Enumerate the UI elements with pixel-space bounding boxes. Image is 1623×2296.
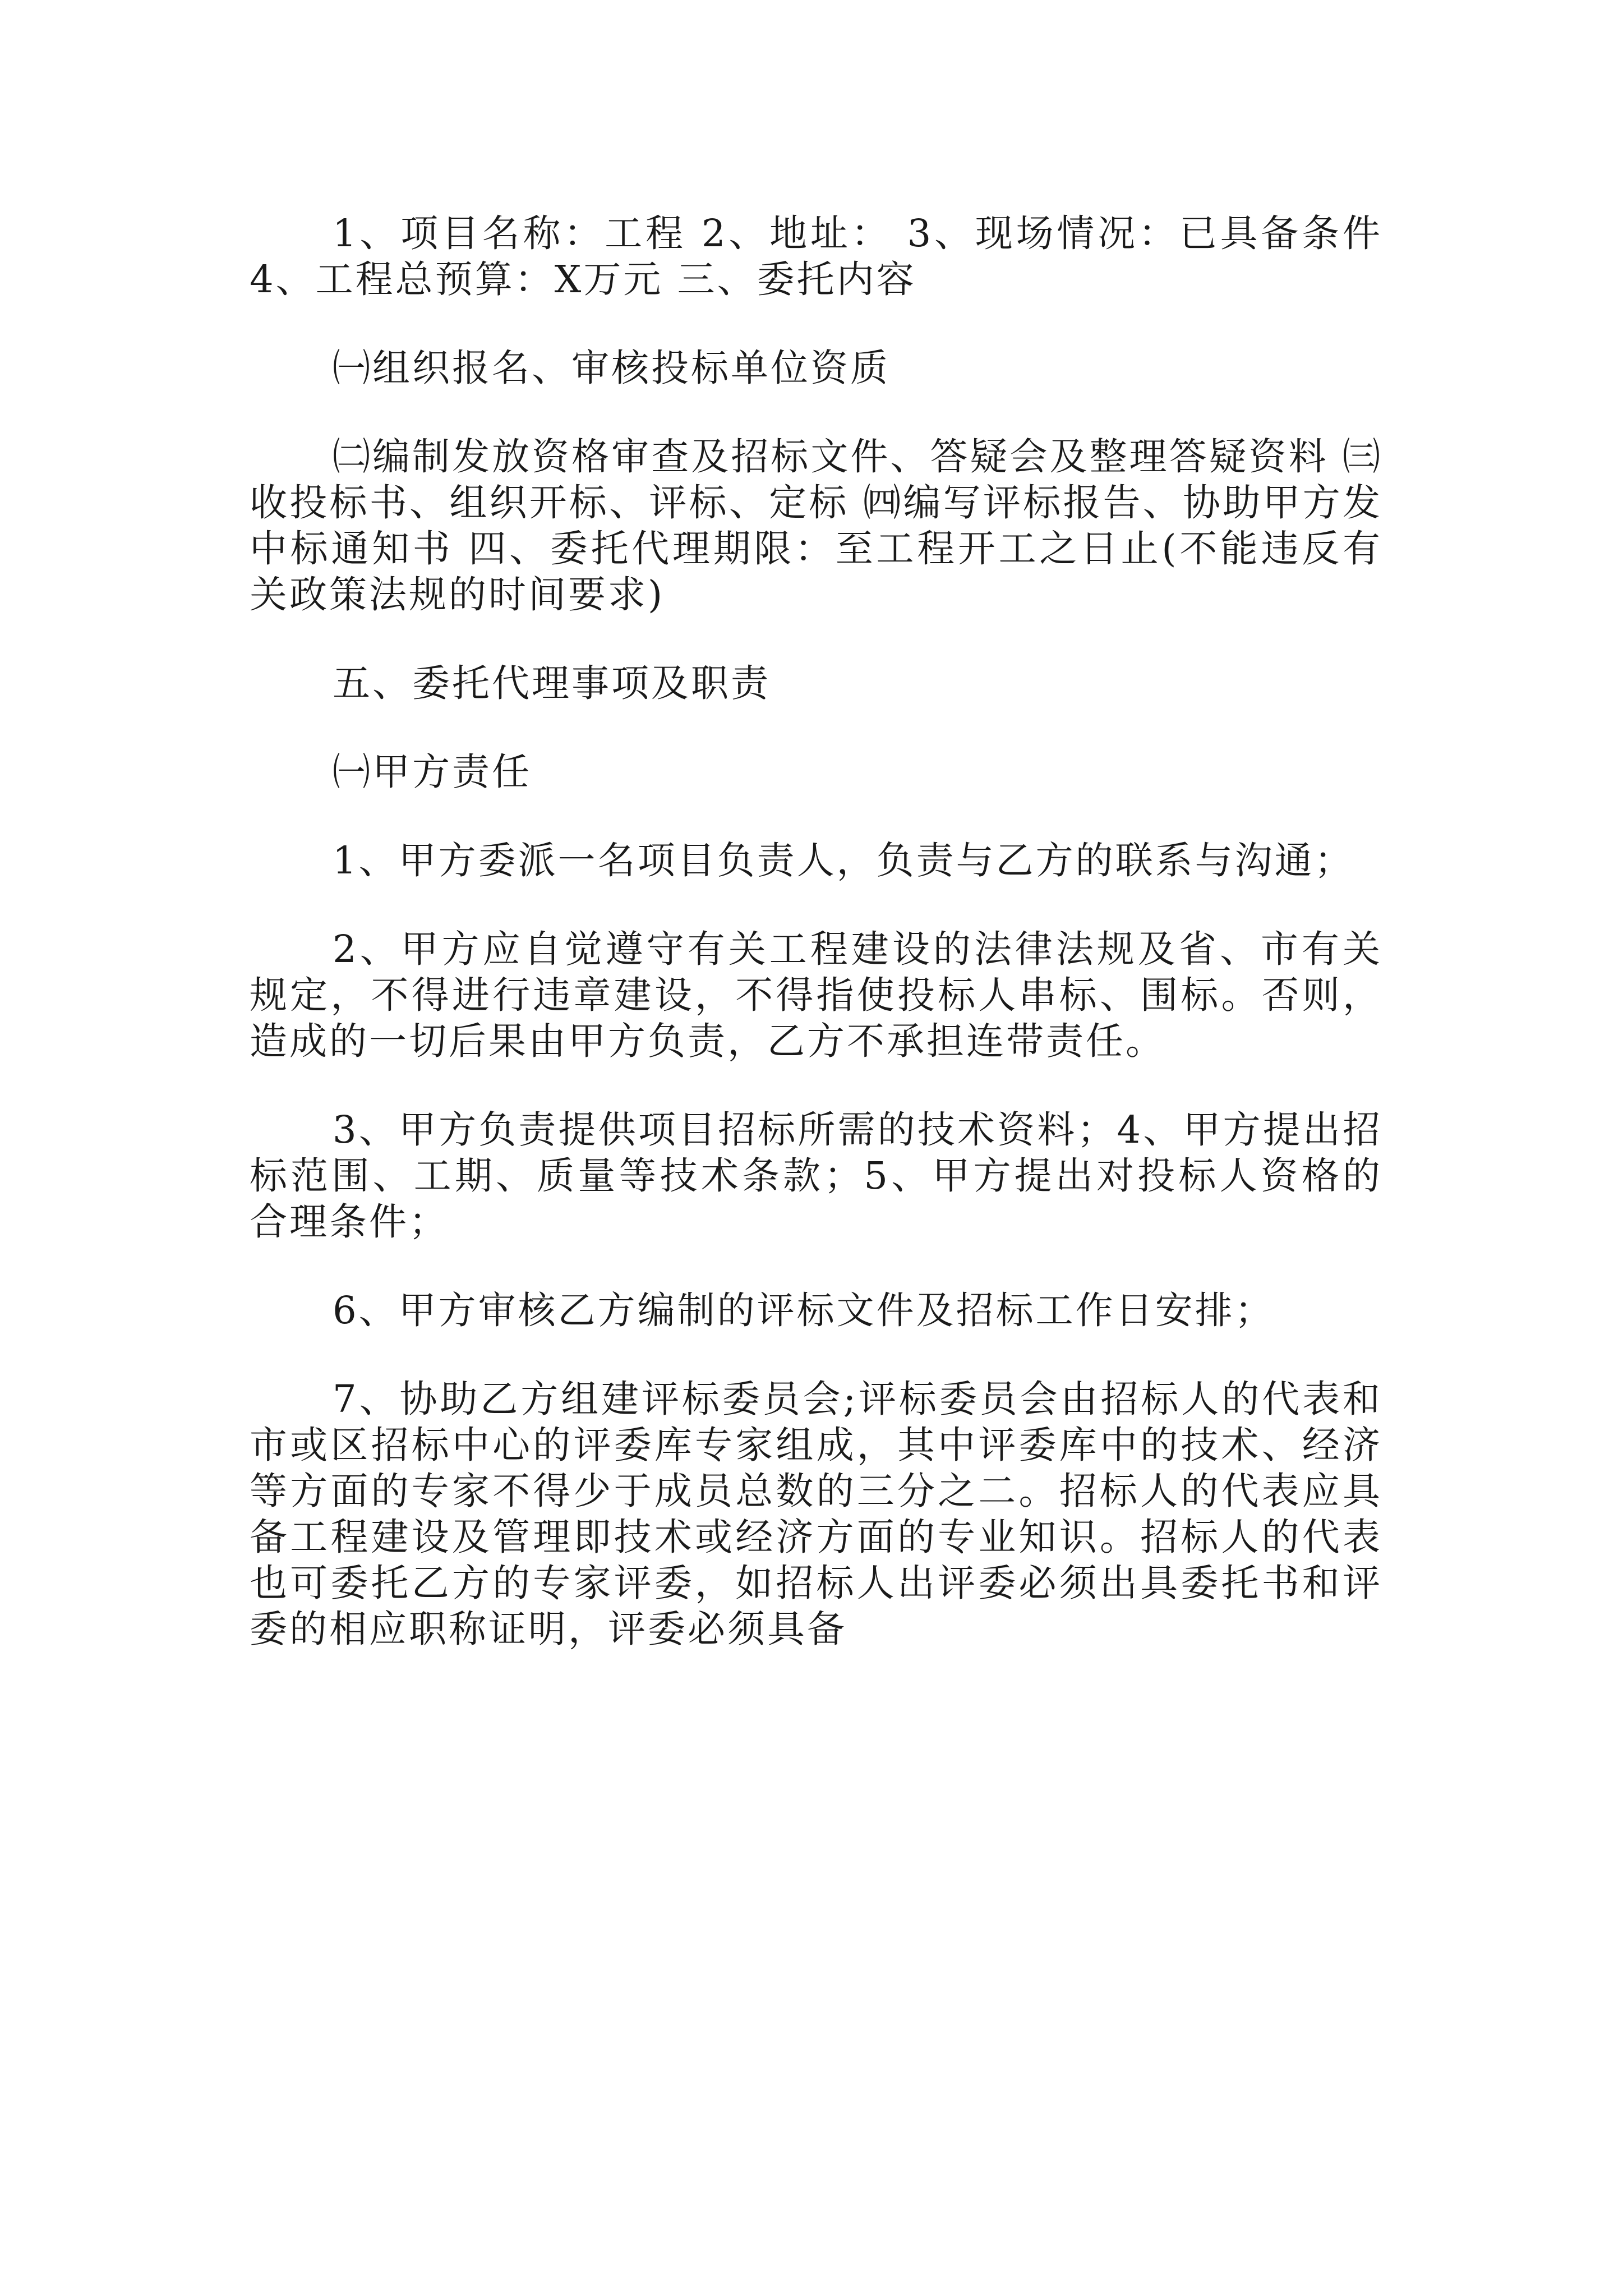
paragraph-items-2-4: ㈡编制发放资格审查及招标文件、答疑会及整理答疑资料 ㈢收投标书、组织开标、评标、定标 ㈣编写评标报告、协助甲方发中标通知书 四、委托代理期限：至工程开工之日止(不能违反有关政策法规的时间要求) xyxy=(250,435,1382,616)
paragraph-party-a-7: 7、协助乙方组建评标委员会;评标委员会由招标人的代表和市或区招标中心的评委库专家组成，其中评委库中的技术、经济等方面的专家不得少于成员总数的三分之二。招标人的代表应具备工程建设及管理即技术或经济方面的专业知识。招标人的代表也可委托乙方的专家评委，如招标人出评委必须出具委托书和评委的相应职称证明，评委必须具备 xyxy=(250,1377,1382,1651)
paragraph-project-info: 1、项目名称：工程 2、地址： 3、现场情况：已具备条件 4、工程总预算：X万元 三、委托内容 xyxy=(250,211,1382,301)
document-body xyxy=(250,210,1382,1695)
paragraph-party-a-heading: ㈠甲方责任 xyxy=(333,750,532,794)
paragraph-party-a-1: 1、甲方委派一名项目负责人，负责与乙方的联系与沟通； xyxy=(333,839,1354,882)
paragraph-party-a-6: 6、甲方审核乙方编制的评标文件及招标工作日安排； xyxy=(333,1289,1275,1332)
paragraph-party-a-2: 2、甲方应自觉遵守有关工程建设的法律法规及省、市有关规定，不得进行违章建设，不得指使投标人串标、围标。否则，造成的一切后果由甲方负责，乙方不承担连带责任。 xyxy=(250,927,1382,1063)
paragraph-section-5-heading: 五、委托代理事项及职责 xyxy=(333,661,771,705)
paragraph-item-1: ㈠组织报名、审核投标单位资质 xyxy=(333,346,890,390)
paragraph-party-a-3-5: 3、甲方负责提供项目招标所需的技术资料；4、甲方提出招标范围、工期、质量等技术条款；5、甲方提出对投标人资格的合理条件； xyxy=(250,1108,1382,1244)
